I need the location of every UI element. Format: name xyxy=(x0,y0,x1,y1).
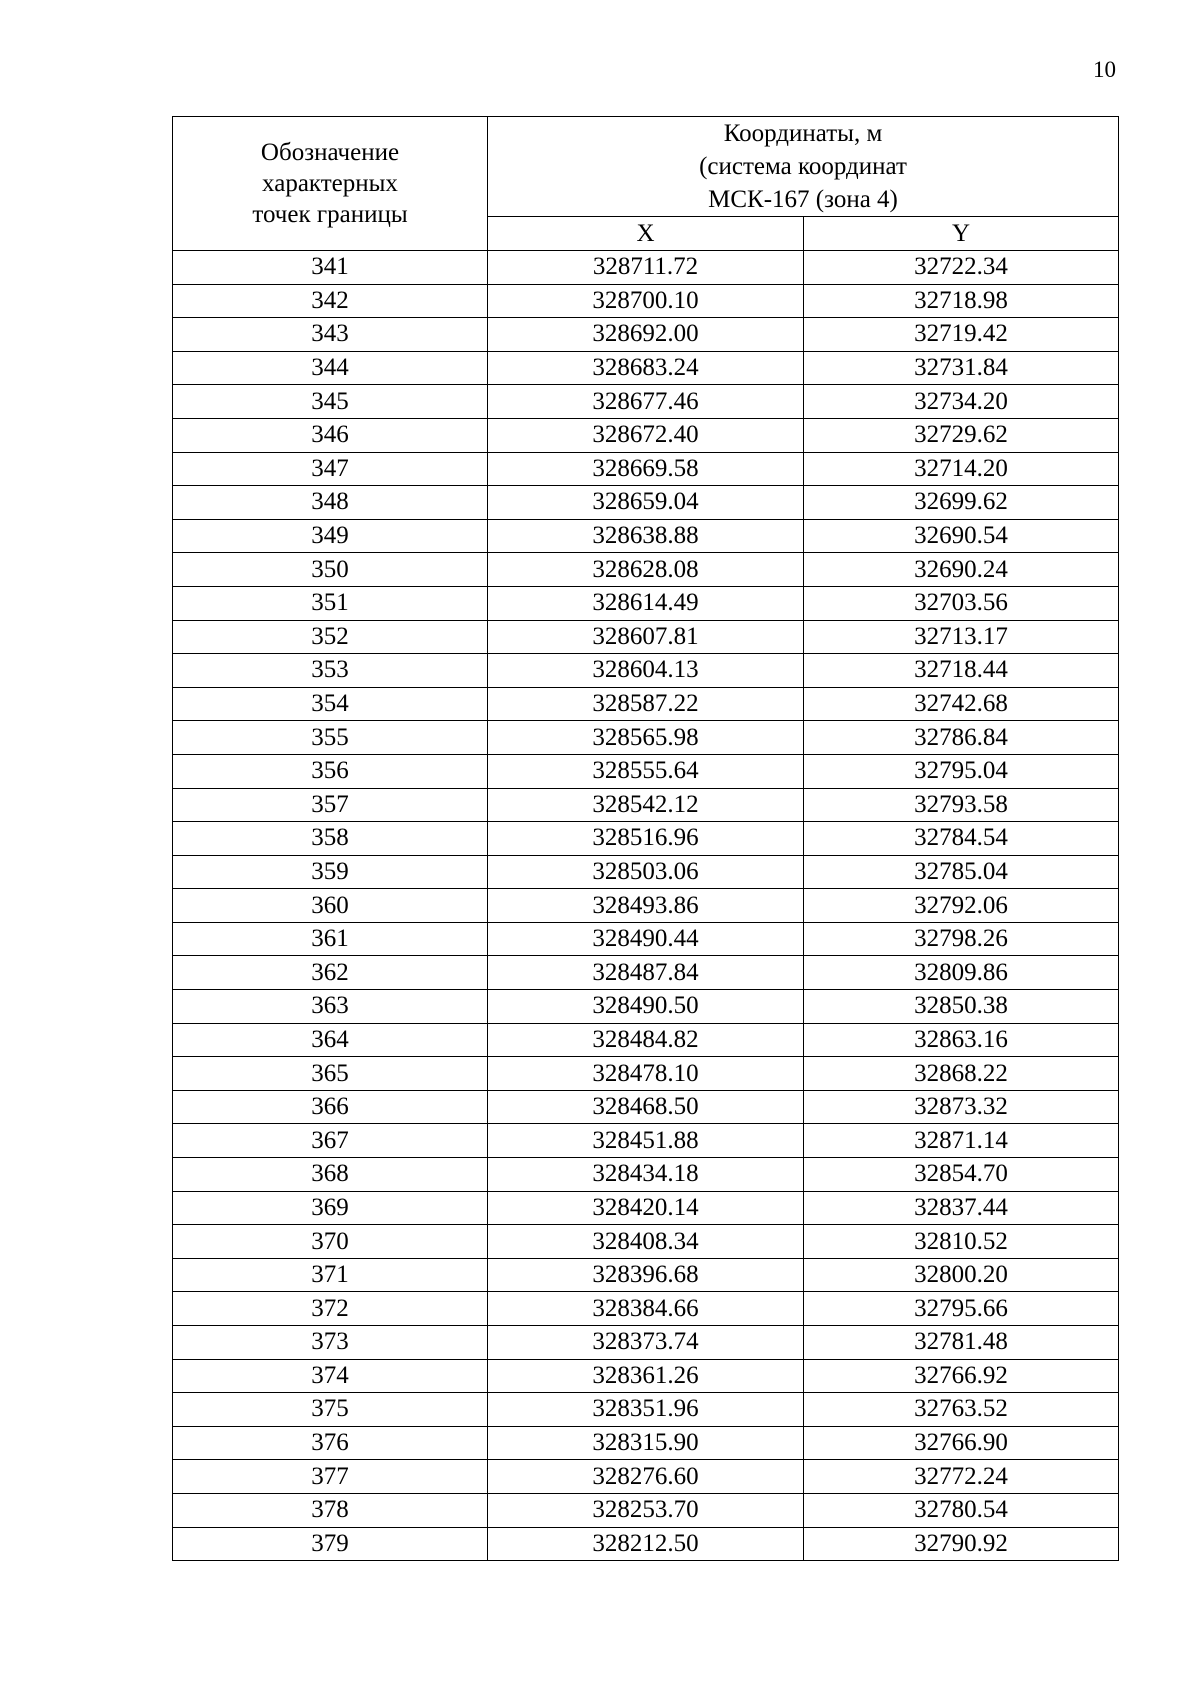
point-id-cell: 357 xyxy=(173,788,488,822)
x-coordinate-cell: 328677.46 xyxy=(488,385,804,419)
point-id-cell: 358 xyxy=(173,822,488,856)
point-id-cell: 342 xyxy=(173,284,488,318)
x-coordinate-cell: 328373.74 xyxy=(488,1326,804,1360)
x-coordinate-cell: 328669.58 xyxy=(488,452,804,486)
table-row xyxy=(173,721,1119,755)
x-coordinate-cell: 328565.98 xyxy=(488,721,804,755)
y-coordinate-cell: 32734.20 xyxy=(804,385,1119,419)
point-id-cell: 351 xyxy=(173,586,488,620)
point-id-cell: 376 xyxy=(173,1426,488,1460)
x-coordinate-cell: 328408.34 xyxy=(488,1225,804,1259)
table-row xyxy=(173,1225,1119,1259)
table-row xyxy=(173,1023,1119,1057)
point-id-cell: 372 xyxy=(173,1292,488,1326)
table-row xyxy=(173,855,1119,889)
point-id-cell: 364 xyxy=(173,1023,488,1057)
table-row xyxy=(173,990,1119,1024)
table-row xyxy=(173,418,1119,452)
y-coordinate-cell: 32790.92 xyxy=(804,1527,1119,1561)
y-coordinate-cell: 32785.04 xyxy=(804,855,1119,889)
point-id-cell: 349 xyxy=(173,519,488,553)
y-coordinate-cell: 32766.90 xyxy=(804,1426,1119,1460)
x-coordinate-cell: 328692.00 xyxy=(488,318,804,352)
table-row xyxy=(173,1090,1119,1124)
table-row xyxy=(173,1393,1119,1427)
x-coordinate-cell: 328315.90 xyxy=(488,1426,804,1460)
x-coordinate-cell: 328672.40 xyxy=(488,418,804,452)
point-id-cell: 345 xyxy=(173,385,488,419)
table-row xyxy=(173,754,1119,788)
y-coordinate-cell: 32731.84 xyxy=(804,351,1119,385)
table-row xyxy=(173,1258,1119,1292)
y-coordinate-cell: 32772.24 xyxy=(804,1460,1119,1494)
table-row xyxy=(173,1057,1119,1091)
x-coordinate-cell: 328659.04 xyxy=(488,486,804,520)
x-coordinate-cell: 328604.13 xyxy=(488,654,804,688)
point-id-cell: 378 xyxy=(173,1493,488,1527)
point-id-cell: 379 xyxy=(173,1527,488,1561)
x-coordinate-cell: 328451.88 xyxy=(488,1124,804,1158)
y-coordinate-cell: 32690.54 xyxy=(804,519,1119,553)
point-id-cell: 371 xyxy=(173,1258,488,1292)
y-coordinate-cell: 32873.32 xyxy=(804,1090,1119,1124)
y-coordinate-cell: 32810.52 xyxy=(804,1225,1119,1259)
table-row xyxy=(173,1527,1119,1561)
point-id-cell: 363 xyxy=(173,990,488,1024)
table-row xyxy=(173,284,1119,318)
x-coordinate-cell: 328555.64 xyxy=(488,754,804,788)
y-coordinate-cell: 32722.34 xyxy=(804,251,1119,285)
point-id-cell: 360 xyxy=(173,889,488,923)
header-coordinates-line: МСК-167 (зона 4) xyxy=(708,186,898,213)
y-coordinate-cell: 32742.68 xyxy=(804,687,1119,721)
y-coordinate-cell: 32784.54 xyxy=(804,822,1119,856)
table-row xyxy=(173,1460,1119,1494)
x-coordinate-cell: 328361.26 xyxy=(488,1359,804,1393)
point-id-cell: 355 xyxy=(173,721,488,755)
y-coordinate-cell: 32714.20 xyxy=(804,452,1119,486)
header-x: X xyxy=(488,217,804,251)
table-row xyxy=(173,1292,1119,1326)
x-coordinate-cell: 328542.12 xyxy=(488,788,804,822)
y-coordinate-cell: 32763.52 xyxy=(804,1393,1119,1427)
table-row xyxy=(173,251,1119,285)
table-row xyxy=(173,1359,1119,1393)
x-coordinate-cell: 328490.50 xyxy=(488,990,804,1024)
table-row xyxy=(173,687,1119,721)
table-row xyxy=(173,1158,1119,1192)
table-row xyxy=(173,922,1119,956)
header-designation-line: точек границы xyxy=(252,201,408,228)
table-row xyxy=(173,486,1119,520)
point-id-cell: 369 xyxy=(173,1191,488,1225)
x-coordinate-cell: 328420.14 xyxy=(488,1191,804,1225)
y-coordinate-cell: 32871.14 xyxy=(804,1124,1119,1158)
y-coordinate-cell: 32786.84 xyxy=(804,721,1119,755)
point-id-cell: 352 xyxy=(173,620,488,654)
y-coordinate-cell: 32780.54 xyxy=(804,1493,1119,1527)
point-id-cell: 359 xyxy=(173,855,488,889)
y-coordinate-cell: 32793.58 xyxy=(804,788,1119,822)
y-coordinate-cell: 32809.86 xyxy=(804,956,1119,990)
y-coordinate-cell: 32718.98 xyxy=(804,284,1119,318)
table-row xyxy=(173,956,1119,990)
x-coordinate-cell: 328276.60 xyxy=(488,1460,804,1494)
point-id-cell: 377 xyxy=(173,1460,488,1494)
table-body xyxy=(173,251,1119,1561)
x-coordinate-cell: 328396.68 xyxy=(488,1258,804,1292)
table-row xyxy=(173,553,1119,587)
point-id-cell: 367 xyxy=(173,1124,488,1158)
x-coordinate-cell: 328434.18 xyxy=(488,1158,804,1192)
table-row xyxy=(173,654,1119,688)
table-row xyxy=(173,318,1119,352)
point-id-cell: 362 xyxy=(173,956,488,990)
point-id-cell: 353 xyxy=(173,654,488,688)
point-id-cell: 346 xyxy=(173,418,488,452)
x-coordinate-cell: 328607.81 xyxy=(488,620,804,654)
y-coordinate-cell: 32792.06 xyxy=(804,889,1119,923)
y-coordinate-cell: 32850.38 xyxy=(804,990,1119,1024)
table-row xyxy=(173,822,1119,856)
point-id-cell: 344 xyxy=(173,351,488,385)
x-coordinate-cell: 328468.50 xyxy=(488,1090,804,1124)
x-coordinate-cell: 328384.66 xyxy=(488,1292,804,1326)
point-id-cell: 347 xyxy=(173,452,488,486)
table-row xyxy=(173,385,1119,419)
table-row xyxy=(173,889,1119,923)
y-coordinate-cell: 32718.44 xyxy=(804,654,1119,688)
x-coordinate-cell: 328493.86 xyxy=(488,889,804,923)
y-coordinate-cell: 32798.26 xyxy=(804,922,1119,956)
y-coordinate-cell: 32800.20 xyxy=(804,1258,1119,1292)
point-id-cell: 368 xyxy=(173,1158,488,1192)
table-row xyxy=(173,519,1119,553)
header-row-main xyxy=(173,117,1119,217)
point-id-cell: 350 xyxy=(173,553,488,587)
y-coordinate-cell: 32795.04 xyxy=(804,754,1119,788)
x-coordinate-cell: 328638.88 xyxy=(488,519,804,553)
point-id-cell: 373 xyxy=(173,1326,488,1360)
x-coordinate-cell: 328628.08 xyxy=(488,553,804,587)
table-row xyxy=(173,1124,1119,1158)
point-id-cell: 343 xyxy=(173,318,488,352)
table-row xyxy=(173,452,1119,486)
point-id-cell: 354 xyxy=(173,687,488,721)
table-row xyxy=(173,788,1119,822)
x-coordinate-cell: 328351.96 xyxy=(488,1393,804,1427)
header-designation xyxy=(173,117,488,251)
y-coordinate-cell: 32729.62 xyxy=(804,418,1119,452)
point-id-cell: 361 xyxy=(173,922,488,956)
y-coordinate-cell: 32837.44 xyxy=(804,1191,1119,1225)
point-id-cell: 375 xyxy=(173,1393,488,1427)
page-number: 10 xyxy=(1093,57,1116,82)
y-coordinate-cell: 32713.17 xyxy=(804,620,1119,654)
table-row xyxy=(173,1191,1119,1225)
x-coordinate-cell: 328587.22 xyxy=(488,687,804,721)
header-coordinates-line: Координаты, м xyxy=(723,120,883,147)
point-id-cell: 374 xyxy=(173,1359,488,1393)
y-coordinate-cell: 32766.92 xyxy=(804,1359,1119,1393)
point-id-cell: 366 xyxy=(173,1090,488,1124)
table-row xyxy=(173,1326,1119,1360)
table-row xyxy=(173,620,1119,654)
y-coordinate-cell: 32781.48 xyxy=(804,1326,1119,1360)
table-header xyxy=(173,117,1119,251)
x-coordinate-cell: 328487.84 xyxy=(488,956,804,990)
header-y: Y xyxy=(804,217,1119,251)
x-coordinate-cell: 328503.06 xyxy=(488,855,804,889)
point-id-cell: 341 xyxy=(173,251,488,285)
x-coordinate-cell: 328478.10 xyxy=(488,1057,804,1091)
y-coordinate-cell: 32719.42 xyxy=(804,318,1119,352)
x-coordinate-cell: 328212.50 xyxy=(488,1527,804,1561)
y-coordinate-cell: 32868.22 xyxy=(804,1057,1119,1091)
y-coordinate-cell: 32795.66 xyxy=(804,1292,1119,1326)
x-coordinate-cell: 328711.72 xyxy=(488,251,804,285)
table-row xyxy=(173,351,1119,385)
header-designation-line: характерных xyxy=(262,170,398,197)
x-coordinate-cell: 328516.96 xyxy=(488,822,804,856)
x-coordinate-cell: 328484.82 xyxy=(488,1023,804,1057)
x-coordinate-cell: 328614.49 xyxy=(488,586,804,620)
header-coordinates-line: (система координат xyxy=(699,153,907,180)
x-coordinate-cell: 328253.70 xyxy=(488,1493,804,1527)
x-coordinate-cell: 328490.44 xyxy=(488,922,804,956)
table-row xyxy=(173,1426,1119,1460)
y-coordinate-cell: 32699.62 xyxy=(804,486,1119,520)
header-coordinates xyxy=(488,117,1119,217)
table-row xyxy=(173,586,1119,620)
point-id-cell: 356 xyxy=(173,754,488,788)
table-row xyxy=(173,1493,1119,1527)
point-id-cell: 370 xyxy=(173,1225,488,1259)
point-id-cell: 348 xyxy=(173,486,488,520)
point-id-cell: 365 xyxy=(173,1057,488,1091)
header-designation-line: Обозначение xyxy=(260,139,400,166)
y-coordinate-cell: 32703.56 xyxy=(804,586,1119,620)
y-coordinate-cell: 32863.16 xyxy=(804,1023,1119,1057)
x-coordinate-cell: 328700.10 xyxy=(488,284,804,318)
y-coordinate-cell: 32854.70 xyxy=(804,1158,1119,1192)
coordinates-table xyxy=(172,116,1119,1561)
x-coordinate-cell: 328683.24 xyxy=(488,351,804,385)
y-coordinate-cell: 32690.24 xyxy=(804,553,1119,587)
